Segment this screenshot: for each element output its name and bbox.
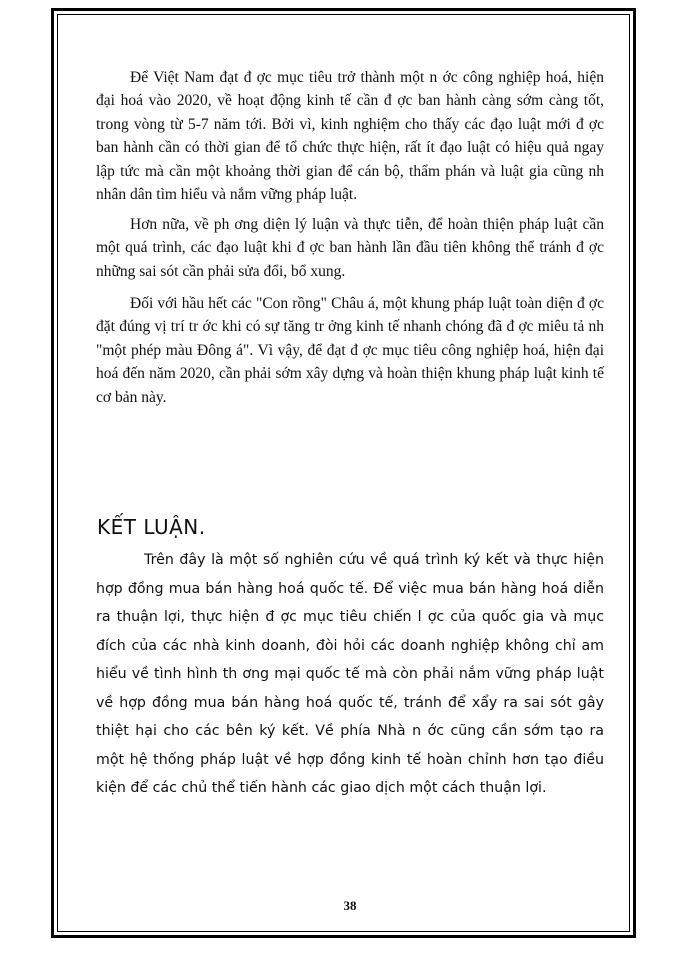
conclusion-heading: KẾT LUẬN.	[97, 515, 206, 539]
page-number: 38	[343, 898, 357, 913]
paragraph-3: Đối với hầu hết các "Con rồng" Châu á, một khung pháp luật toàn diện đ ợc đặt đúng vị trí tr ớc khi có sự tăng tr ởng kinh tế nhanh chóng đã đ ợc miêu tả nh "một phép màu Đông á". Vì vậy, để đạt đ ợc mục tiêu công nghiệp hoá, hiện đại hoá đến năm 2020, cần phải sớm xây dựng và hoàn thiện khung pháp luật kinh tế cơ bản này.	[96, 295, 604, 406]
conclusion-paragraph: Trên đây là một số nghiên cứu về quá trình ký kết và thực hiện hợp đồng mua bán hàng hoá quốc tế. Để việc mua bán hàng hoá diễn ra thuận lợi, thực hiện đ ợc mục tiêu chiến l ợc của quốc gia và mục đích của các nhà kinh doanh, đòi hỏi các doanh nghiệp không chỉ am hiểu về tình hình th ơng mại quốc tế mà còn phải nắm vững pháp luật về hợp đồng mua bán hàng hoá quốc tế, tránh để xẩy ra sai sót gây thiệt hại cho các bên ký kết. Về phía Nhà n ớc cũng cần sớm tạo ra một hệ thống pháp luật về hợp đồng kinh tế hoàn chỉnh hơn tạo điều kiện để các chủ thể tiến hành các giao dịch một cách thuận lợi.	[96, 552, 604, 796]
paragraph-1: Để Việt Nam đạt đ ợc mục tiêu trở thành một n ớc công nghiệp hoá, hiện đại hoá vào 2020, về hoạt động kinh tế cần đ ợc ban hành càng sớm càng tốt, trong vòng từ 5-7 năm tới. Bởi vì, kinh nghiệm cho thấy các đạo luật mới đ ợc ban hành cần có thời gian để tổ chức thực hiện, rất ít đạo luật có hiệu quả ngay lập tức mà cần một khoảng thời gian để cán bộ, thẩm phán và luật gia cũng nh nhân dân tìm hiểu và nắm vững pháp luật.	[96, 69, 604, 204]
paragraph-2: Hơn nữa, về ph ơng diện lý luận và thực tiễn, để hoàn thiện pháp luật cần một quá trình, các đạo luật khi đ ợc ban hành lần đầu tiên không thể tránh đ ợc những sai sót cần phải sửa đổi, bổ xung.	[96, 216, 604, 280]
